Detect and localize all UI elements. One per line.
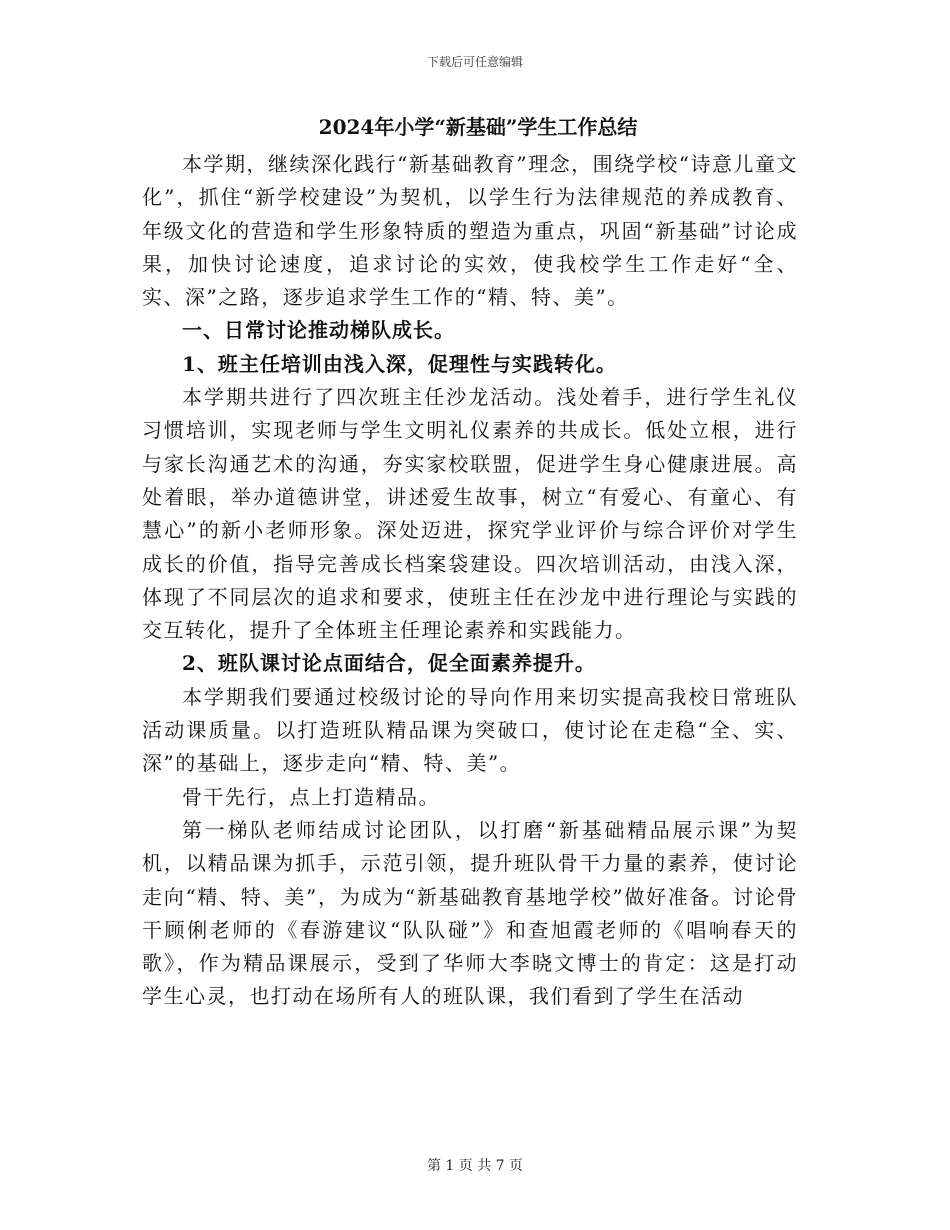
document-body <box>142 110 798 1014</box>
document-title: 2024年小学“新基础”学生工作总结 <box>318 115 638 139</box>
training-paragraph: 本学期共进行了四次班主任沙龙活动。浅处着手，进行学生礼仪习惯培训，实现老师与学生文明礼仪素养的共成长。低处立根，进行与家长沟通艺术的沟通，夯实家校联盟，促进学生身心健康进展。高处着眼，举办道德讲堂，讲述爱生故事，树立“有爱心、有童心、有慧心”的新小老师形象。深处迈进，探究学业评价与综合评价对学生成长的价值，指导完善成长档案袋建设。四次培训活动，由浅入深，体现了不同层次的追求和要求，使班主任在沙龙中进行理论与实践的交互转化，提升了全体班主任理论素养和实践能力。 <box>142 385 798 643</box>
subsection-heading-1: 1、班主任培训由浅入深，促理性与实践转化。 <box>182 351 617 376</box>
class-activity-paragraph: 本学期我们要通过校级讨论的导向作用来切实提高我校日常班队活动课质量。以打造班队精品课为突破口，使讨论在走稳“全、实、深”的基础上，逐步走向“精、特、美”。 <box>142 684 798 776</box>
first-tier-paragraph: 第一梯队老师结成讨论团队，以打磨“新基础精品展示课”为契机，以精品课为抓手，示范引领，提升班队骨干力量的素养，使讨论走向“精、特、美”，为成为“新基础教育基地学校”做好准备。讨论骨干顾俐老师的《春游建议“队队碰”》和查旭霞老师的《唱响春天的歌》，作为精品课展示，受到了华师大李晓文博士的肯定：这是打动学生心灵，也打动在场所有人的班队课，我们看到了学生在活动 <box>142 817 798 1009</box>
subsection-heading-2: 2、班队课讨论点面结合，促全面素养提升。 <box>182 651 596 676</box>
intro-paragraph: 本学期，继续深化践行“新基础教育”理念，围绕学校“诗意儿童文化”，抓住“新学校建设”为契机，以学生行为法律规范的养成教育、年级文化的营造和学生形象特质的塑造为重点，巩固“新基础”讨论成果，加快讨论速度，追求讨论的实效，使我校学生工作走好“全、实、深”之路，逐步追求学生工作的“精、特、美”。 <box>142 152 798 310</box>
section-heading-1: 一、日常讨论推动梯队成长。 <box>182 318 455 343</box>
backbone-paragraph: 骨干先行，点上打造精品。 <box>182 784 440 809</box>
page-number: 第 1 页 共 7 页 <box>426 1158 524 1174</box>
page-header-note: 下载后可任意编辑 <box>426 55 523 69</box>
